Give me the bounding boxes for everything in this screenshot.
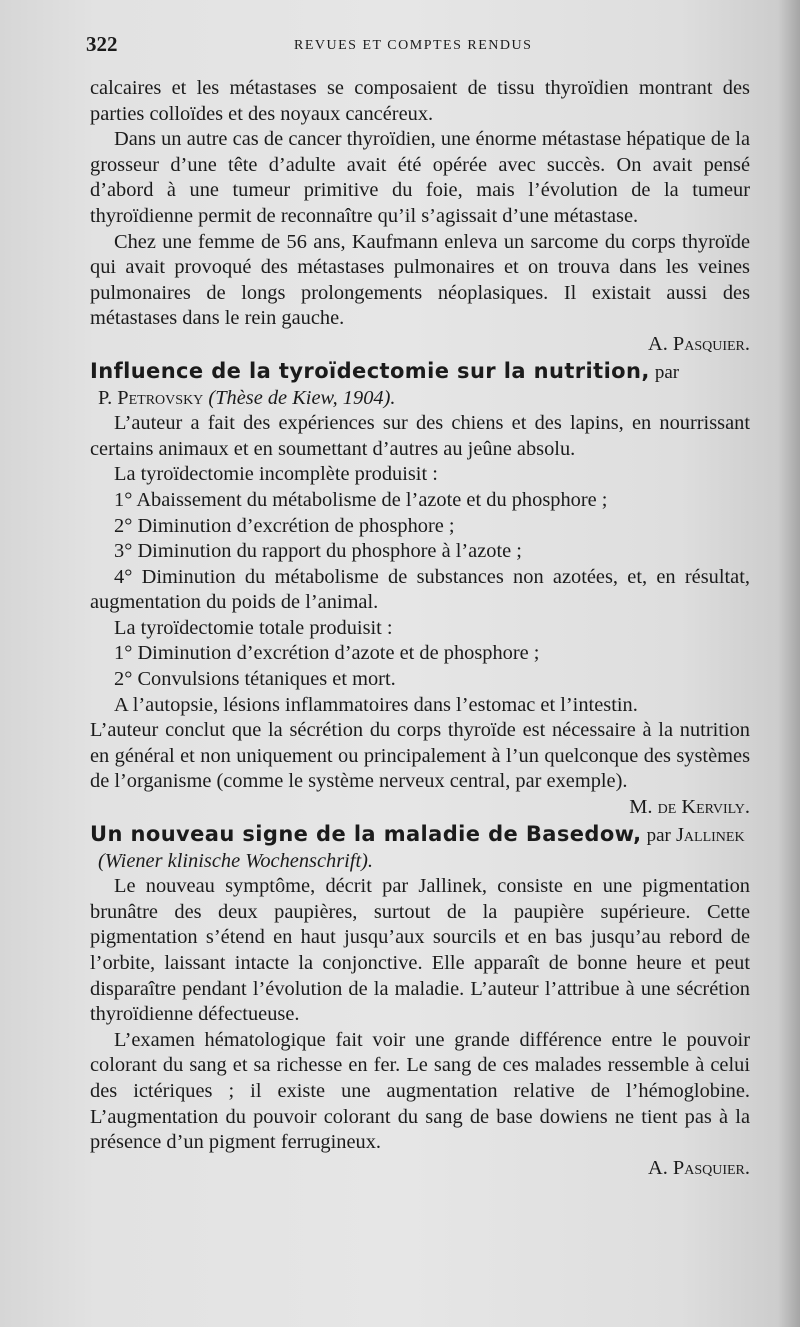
article-author: Jallinek	[676, 823, 745, 846]
list-label: La tyroïdectomie incomplète produisit :	[114, 463, 438, 486]
list-item: 2° Convulsions tétaniques et mort.	[114, 668, 396, 691]
paragraph: L’examen hématologique fait voir une grande différence entre le pouvoir colorant du sang et sa richesse en fer. Le sang de ces malades ressemble à celui des ictériques ; il existe une augmentation relative de l’hémoglobine. L’augmentation du pouvoir colorant du sang de base dowiens ne tient pas à la présence d’un pigment ferrugineux.	[90, 1028, 750, 1154]
paragraph: Chez une femme de 56 ans, Kaufmann enleva un sarcome du corps thyroïde qui avait provoqué des métastases pulmonaires et on trouva dans les veines pulmonaires de longs prolongements néoplasiques. Il existait aussi des métastases dans le rein gauche.	[90, 230, 750, 330]
list-item: 3° Diminution du rapport du phosphore à l’azote ;	[114, 540, 522, 563]
article-by: par	[646, 824, 671, 846]
article-source: (Wiener klinische Wochenschrift).	[98, 849, 374, 872]
signature: A. Pasquier.	[647, 1156, 750, 1179]
article-by: par	[654, 361, 680, 383]
article-author: P. Petrovsky	[98, 386, 204, 409]
article-heading: Influence de la tyroïdectomie sur la nutrition,	[90, 358, 650, 383]
article-title	[90, 821, 750, 849]
page-number: 322	[86, 32, 118, 56]
paragraph: L’auteur conclut que la sécrétion du corps thyroïde est nécessaire à la nutrition en général et non uniquement ou principalement à l’un quelconque des systèmes de l’organisme (comme le système nerveux central, par exemple).	[90, 719, 750, 793]
article-heading: Un nouveau signe de la maladie de Basedow,	[90, 821, 642, 846]
paragraph: Dans un autre cas de cancer thyroïdien, une énorme métastase hépatique de la grosseur d’une tête d’adulte avait été opérée avec succès. On avait pensé d’abord à une tumeur primitive du foie, mais l’évolution de la tumeur thyroïdienne permit de reconnaître qu’il s’agissait d’une métastase.	[90, 128, 750, 227]
list-item: 1° Abaissement du métabolisme de l’azote et du phosphore ;	[114, 488, 608, 511]
paragraph: Le nouveau symptôme, décrit par Jallinek, consiste en une pigmentation brunâtre des deux paupières, surtout de la paupière supérieure. Cette pigmentation s’étend en haut jusqu’aux sourcils et en bas jusqu’au rebord de l’orbite, laissant intacte la conjonctive. Elle apparaît de bonne heure et peut disparaître pendant l’évolution de la maladie. L’auteur l’attribue à une sécrétion thyroïdienne défectueuse.	[90, 875, 750, 1026]
article-title	[90, 358, 750, 386]
page-spine-shadow	[778, 0, 800, 1327]
list-label: La tyroïdectomie totale produisit :	[114, 616, 393, 639]
signature: M. de Kervily.	[629, 796, 750, 819]
page-header	[86, 32, 746, 62]
list-item: 4° Diminution du métabolisme de substances non azotées, et, en résultat, augmentation du poids de l’animal.	[90, 565, 750, 614]
article-source: (Thèse de Kiew, 1904).	[208, 386, 396, 409]
page-content	[90, 76, 750, 1181]
paragraph: L’auteur a fait des expériences sur des chiens et des lapins, en nourrissant certains animaux et en soumettant d’autres au jeûne absolu.	[90, 412, 750, 460]
paragraph: A l’autopsie, lésions inflammatoires dans l’estomac et l’intestin.	[114, 693, 638, 716]
signature: A. Pasquier.	[647, 332, 750, 355]
running-title: REVUES ET COMPTES RENDUS	[294, 38, 533, 53]
list-item: 1° Diminution d’excrétion d’azote et de phosphore ;	[114, 642, 540, 665]
article-author-line	[90, 849, 750, 875]
article-author-line	[90, 386, 750, 412]
list-item: 2° Diminution d’excrétion de phosphore ;	[114, 514, 455, 537]
paragraph: calcaires et les métastases se composaient de tissu thyroïdien montrant des parties colloïdes et des noyaux cancéreux.	[90, 77, 750, 125]
